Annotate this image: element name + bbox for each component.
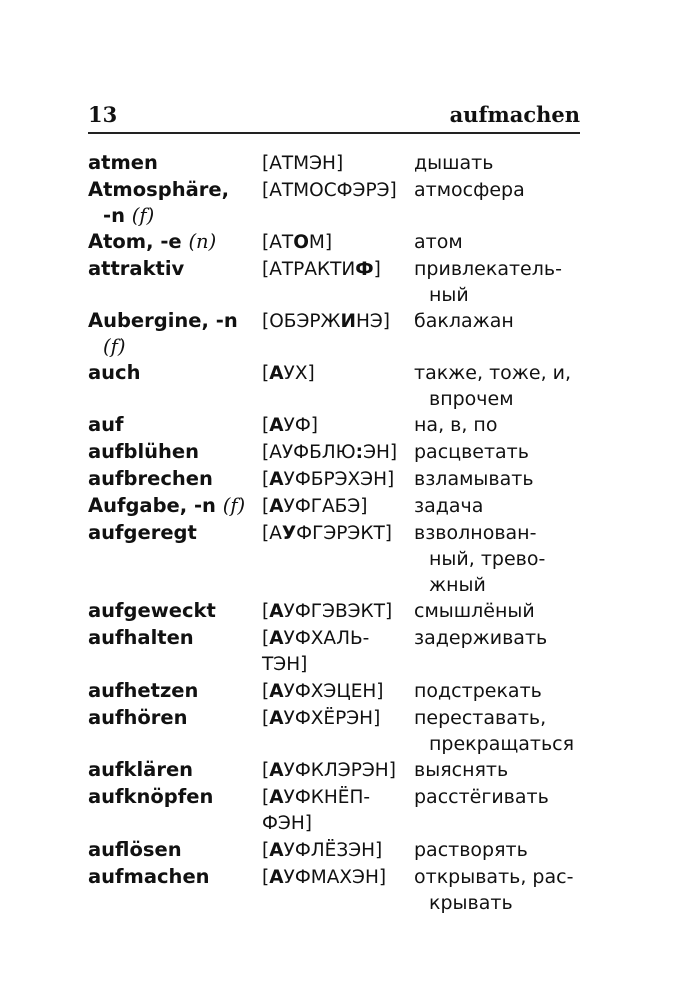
pronunciation: [АТМЭН] xyxy=(262,153,344,174)
translation: привлекатель- ный xyxy=(414,258,562,306)
translation: задерживать xyxy=(414,627,548,649)
dictionary-entry xyxy=(88,864,588,916)
dictionary-entry xyxy=(88,360,588,412)
pronunciation: [АТОМ] xyxy=(262,232,333,253)
dictionary-entry xyxy=(88,177,588,229)
translation: растворять xyxy=(414,839,528,861)
headword: aufgeweckt xyxy=(88,599,216,622)
pronunciation: [АТРАКТИФ] xyxy=(262,259,381,280)
translation: подстрекать xyxy=(414,680,542,702)
dictionary-entry xyxy=(88,150,588,177)
translation: переставать, прекращаться xyxy=(414,707,575,755)
pronunciation: [АУФМАХЭН] xyxy=(262,867,387,888)
pronunciation: [АУФ] xyxy=(262,415,318,436)
headword: attraktiv xyxy=(88,257,185,280)
headword: Aubergine, -n (f) xyxy=(88,309,238,358)
pronunciation: [АУФХЁРЭН] xyxy=(262,708,381,729)
translation: взволнован- ный, трево- жный xyxy=(414,522,546,596)
translation: атмосфера xyxy=(414,179,525,201)
translation: баклажан xyxy=(414,310,514,332)
dictionary-entry xyxy=(88,757,588,784)
headword: aufknöpfen xyxy=(88,785,214,808)
pronunciation: [АУФКНЁП- ФЭН] xyxy=(262,787,371,834)
dictionary-entries xyxy=(88,150,588,916)
pronunciation: [АУФХЭЦЕН] xyxy=(262,681,384,702)
pronunciation: [АУФГАБЭ] xyxy=(262,496,368,517)
pronunciation: [АУФБЛЮ:ЭН] xyxy=(262,442,398,463)
translation: взламывать xyxy=(414,468,534,490)
headword: aufhalten xyxy=(88,626,194,649)
translation: атом xyxy=(414,231,463,253)
pronunciation: [АУФЛЁЗЭН] xyxy=(262,840,383,861)
translation: расстёгивать xyxy=(414,786,549,808)
dictionary-entry xyxy=(88,308,588,360)
translation: открывать, рас- крывать xyxy=(414,866,574,914)
headword: auflösen xyxy=(88,838,182,861)
pronunciation: [АУХ] xyxy=(262,363,315,384)
headword: aufhetzen xyxy=(88,679,199,702)
dictionary-entry xyxy=(88,598,588,625)
dictionary-entry xyxy=(88,412,588,439)
pronunciation: [АУФБРЭХЭН] xyxy=(262,469,395,490)
headword: atmen xyxy=(88,151,158,174)
headword: aufbrechen xyxy=(88,467,213,490)
dictionary-entry xyxy=(88,705,588,757)
dictionary-entry xyxy=(88,520,588,598)
page-number: 13 xyxy=(88,102,118,127)
translation: смышлёный xyxy=(414,600,535,622)
pronunciation: [АТМОСФЭРЭ] xyxy=(262,180,397,201)
headword: Atom, -e (n) xyxy=(88,230,217,253)
pronunciation: [АУФГЭВЭКТ] xyxy=(262,601,393,622)
dictionary-entry xyxy=(88,439,588,466)
headword: aufklären xyxy=(88,758,194,781)
dictionary-entry xyxy=(88,784,588,837)
headword: Aufgabe, -n (f) xyxy=(88,494,246,517)
pronunciation: [АУФКЛЭРЭН] xyxy=(262,760,396,781)
translation: расцветать xyxy=(414,441,529,463)
translation: выяснять xyxy=(414,759,509,781)
dictionary-entry xyxy=(88,229,588,256)
pronunciation: [АУФГЭРЭКТ] xyxy=(262,523,392,544)
headword: Atmosphäre, -n (f) xyxy=(88,178,229,227)
translation: дышать xyxy=(414,152,494,174)
dictionary-entry xyxy=(88,837,588,864)
dictionary-entry xyxy=(88,466,588,493)
dictionary-entry xyxy=(88,678,588,705)
running-head: aufmachen xyxy=(449,102,580,127)
headword: aufhören xyxy=(88,706,188,729)
pronunciation: [ОБЭРЖИНЭ] xyxy=(262,311,391,332)
page-header xyxy=(88,100,580,134)
headword: aufgeregt xyxy=(88,521,197,544)
headword: auch xyxy=(88,361,141,384)
headword: aufblühen xyxy=(88,440,200,463)
headword: aufmachen xyxy=(88,865,210,888)
dictionary-entry xyxy=(88,256,588,308)
translation: также, тоже, и, впрочем xyxy=(414,362,572,410)
translation: задача xyxy=(414,495,484,517)
dictionary-entry xyxy=(88,625,588,678)
headword: auf xyxy=(88,413,124,436)
pronunciation: [АУФХАЛЬ- ТЭН] xyxy=(262,628,370,675)
translation: на, в, по xyxy=(414,414,498,436)
dictionary-entry xyxy=(88,493,588,520)
